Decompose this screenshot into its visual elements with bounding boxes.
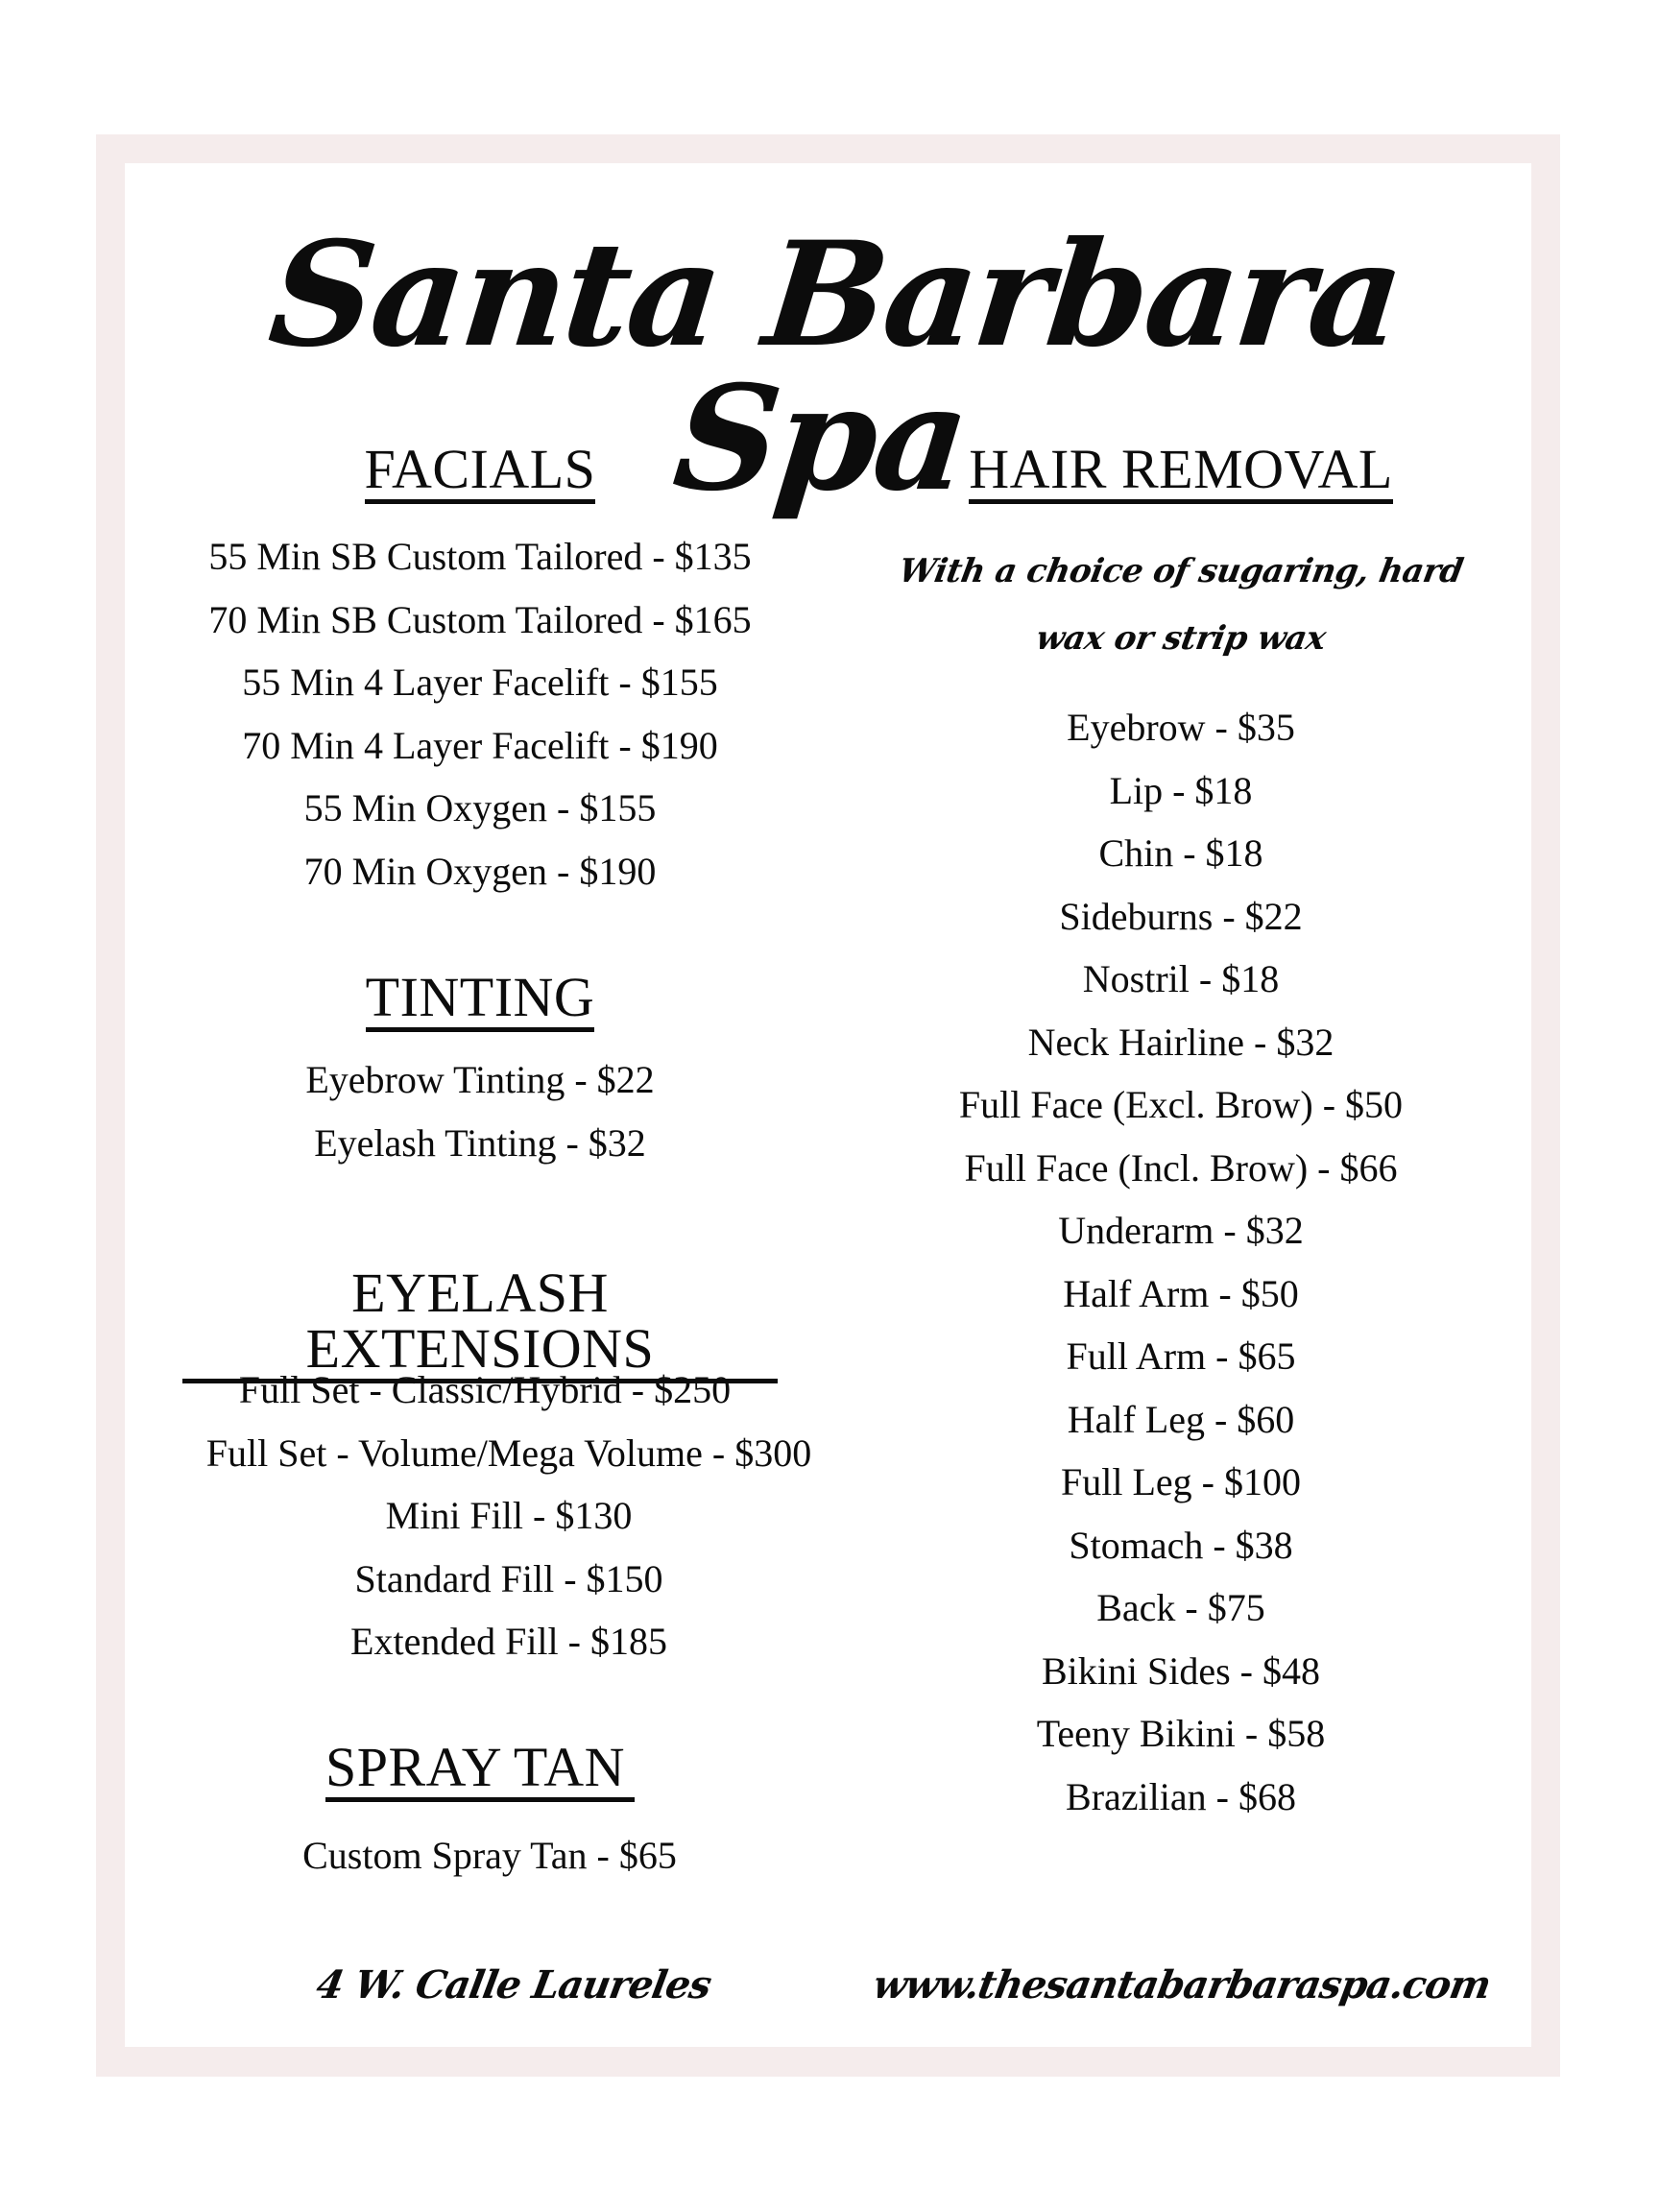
section-heading-hair-removal [864,438,1498,504]
list-item: Stomach - $38 [1069,1523,1293,1567]
list-item: Standard Fill - $150 [354,1556,663,1600]
list-item: Sideburns - $22 [1059,894,1303,938]
list-item: Eyebrow Tinting - $22 [305,1058,655,1101]
list-item: Back - $75 [1096,1586,1265,1629]
footer-address: 4 W. Calle Laureles [312,1962,714,2008]
eyelash-extensions-heading-text: EYELASH EXTENSIONS [182,1265,778,1383]
list-item: 55 Min 4 Layer Facelift - $155 [242,661,718,704]
list-item: Full Face (Excl. Brow) - $50 [958,1083,1404,1126]
tinting-list [144,1048,816,1174]
list-item: Full Set - Classic/Hybrid - $250 [238,1368,732,1411]
spray-tan-heading-text: SPRAY TAN [325,1740,635,1802]
list-item: Eyebrow - $35 [1067,706,1295,749]
list-item: Bikini Sides - $48 [1041,1648,1321,1693]
list-item: Custom Spray Tan - $65 [302,1834,677,1877]
list-item: 55 Min Oxygen - $155 [303,786,657,830]
list-item: 70 Min Oxygen - $190 [303,849,657,893]
list-item: 70 Min SB Custom Tailored - $165 [208,597,752,641]
list-item: Teeny Bikini - $58 [1036,1712,1326,1755]
hair-removal-note [845,538,1517,672]
list-item: Full Leg - $100 [1061,1460,1301,1503]
list-item: Brazilian - $68 [1066,1774,1296,1818]
list-item: Mini Fill - $130 [385,1494,633,1537]
list-item: Lip - $18 [1109,768,1253,812]
list-item: 70 Min 4 Layer Facelift - $190 [242,723,718,767]
facials-heading-text: FACIALS [365,442,596,504]
list-item: Nostril - $18 [1082,957,1280,1000]
facials-list [144,525,816,902]
list-item: Extended Fill - $185 [350,1620,667,1663]
hair-removal-heading-text: HAIR REMOVAL [969,442,1393,504]
page-title: Santa Barbara Spa [262,210,1409,523]
list-item: 55 Min SB Custom Tailored - $135 [208,535,752,578]
list-item: Half Arm - $50 [1063,1271,1299,1315]
list-item: Chin - $18 [1098,831,1263,875]
list-item: Full Face (Incl. Brow) - $66 [964,1145,1398,1190]
list-item: Full Set - Volume/Mega Volume - $300 [205,1431,812,1475]
footer-website-link[interactable]: www.thesantabarbaraspa.com [869,1962,1494,2008]
right-column [864,163,1498,1987]
list-item: Full Arm - $65 [1066,1334,1296,1378]
eyelash-extensions-list [144,1358,816,1673]
list-item: Eyelash Tinting - $32 [314,1120,646,1165]
tinting-heading-text: TINTING [366,970,595,1032]
list-item: Neck Hairline - $32 [1027,1020,1334,1064]
section-heading-tinting [182,966,778,1032]
spray-tan-list [144,1824,816,1887]
section-heading-spray-tan [182,1736,778,1802]
list-item: Half Leg - $60 [1067,1397,1295,1441]
left-column [182,163,812,1987]
hair-removal-note-line-1: With a choice of sugaring, hard [896,552,1466,590]
hair-removal-list [826,696,1536,1828]
price-menu-sheet [125,163,1531,2047]
list-item: Underarm - $32 [1058,1209,1304,1252]
section-heading-facials [182,438,778,504]
hair-removal-note-line-2: wax or strip wax [1033,619,1329,658]
